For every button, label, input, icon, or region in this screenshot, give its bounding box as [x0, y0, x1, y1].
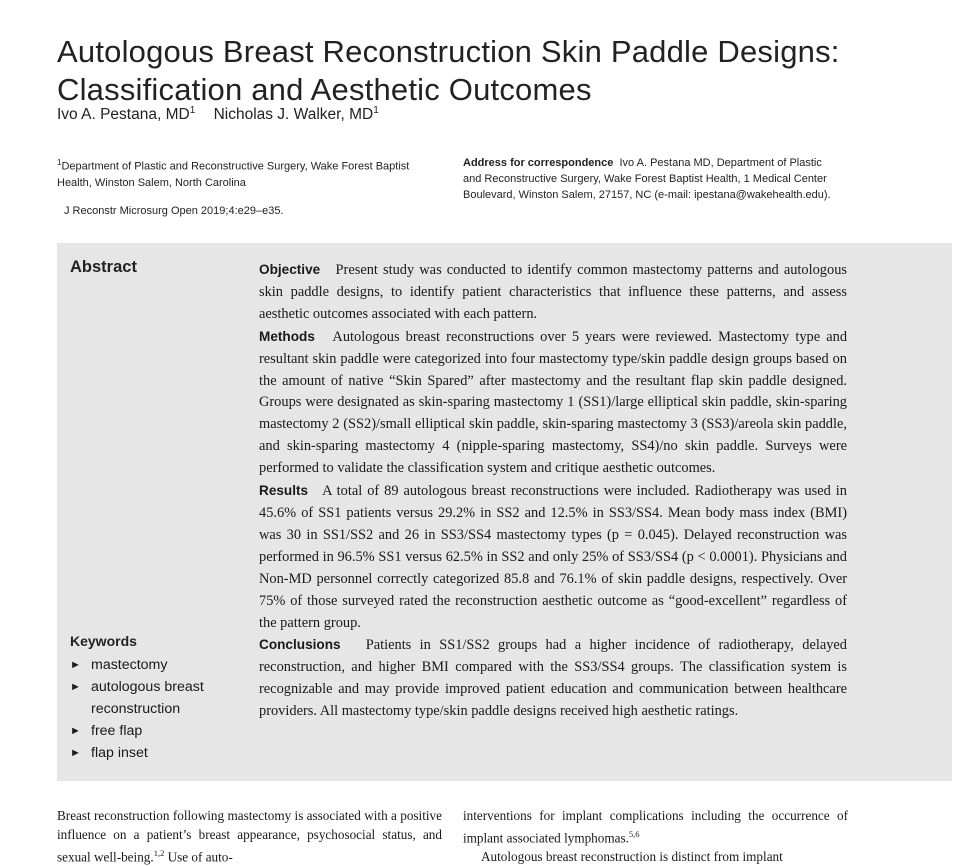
abstract-objective: Objective Present study was conducted to identify common mastectomy patterns and autologous skin paddle designs, to identify patient characteristics that influence these patterns, and assess aesthetic outcomes associated with each pattern. — [259, 262, 847, 322]
arrow-icon: ► — [70, 724, 81, 737]
arrow-icon: ► — [70, 659, 81, 671]
abstract-conclusions: Conclusions Patients in SS1/SS2 groups had a higher incidence of radiotherapy, delayed reconstruction, and higher BMI compared with the SS3/SS4 groups. The classification system is recognizable and may provide improved patient education and communication between healthcare providers. All mastectomy type/skin paddle designs received high aesthetic ratings. — [259, 637, 847, 720]
journal-reference: J Reconstr Microsurg Open 2019;4:e29–e35. — [64, 205, 284, 217]
body-paragraph: interventions for implant complications including the occurrence of implant associated lymphomas.$^{5,6}$ — [463, 808, 848, 846]
correspondence-address: Address for correspondence Ivo A. Pestana MD, Department of Plastic and Reconstructive Surgery, Wake Forest Baptist Health, 1 Medical Center Boulevard, Winston Salem, 27157, NC (e-mail: ipestana@wakehealth.edu). — [463, 157, 831, 201]
keyword-item[interactable]: ► mastectomy — [70, 655, 240, 677]
keywords-list — [70, 655, 240, 765]
author-2: Nicholas J. Walker, $MD^1$ — [213, 105, 379, 124]
paper-title: Autologous Breast Reconstruction Skin Paddle Designs: Classification and Aesthetic Outcomes — [57, 33, 840, 107]
body-left-column — [57, 806, 442, 866]
abstract-results: Results A total of 89 autologous breast reconstructions were included. Radiotherapy was used in 45.6% of SS1 patients versus 29.2% in SS2 and 12.5% in SS3/SS4. Mean body mass index (BMI) was 30 in SS1/SS2 and 26 in SS3/SS4 mastectomy types (p = 0.045). Delayed reconstruction was performed in 96.5% SS1 versus 62.5% in SS2 and only 25% of SS3/SS4 (p < 0.0001). Physicians and Non-MD personnel correctly categorized 85.8 and 76.1% of skin paddle designs, respectively. Over 75% of those surveyed rated the reconstruction aesthetic outcome as “good-excellent” regardless of the pattern group. — [259, 483, 847, 631]
arrow-icon: ► — [70, 746, 81, 759]
abstract-panel — [57, 243, 952, 781]
body-right-column — [463, 806, 848, 866]
abstract-heading: Abstract — [70, 258, 137, 276]
abstract-text — [259, 259, 847, 723]
arrow-icon: ► — [70, 680, 81, 693]
keyword-item[interactable]: ► flap inset — [70, 743, 240, 765]
affiliation: $^1$Department of Plastic and Reconstructive Surgery, Wake Forest Baptist Health, Winston Salem, North Carolina — [57, 158, 410, 189]
abstract-methods: Methods Autologous breast reconstructions over 5 years were reviewed. Mastectomy type and resultant skin paddle were categorized into four mastectomy type/skin paddle design groups based on the amount of native “Skin Spared” after mastectomy and the resultant flap skin paddle designed. Groups were designated as skin-sparing mastectomy 1 (SS1)/large elliptical skin paddle, skin-sparing mastectomy 2 (SS2)/small elliptical skin paddle, skin-sparing mastectomy 3 (SS3)/areola skin paddle, and skin-sparing mastectomy 4 (nipple-sparing mastectomy, SS4)/no skin paddle. Surveys were performed to validate the classification system and critique aesthetic outcomes. — [259, 328, 848, 477]
keywords-heading: Keywords — [70, 633, 137, 649]
body-paragraph: Breast reconstruction following mastectomy is associated with a positive influence on a patient’s breast appearance, psychosocial status, and sexual well-being.$^{1,2}$ Use of auto- — [57, 808, 442, 865]
author-1: Ivo A. Pestana, $MD^1$ — [57, 105, 196, 124]
keyword-item[interactable]: ► free flap — [70, 721, 240, 743]
keyword-item[interactable]: ► autologous breast reconstruction — [70, 678, 204, 717]
author-list — [57, 105, 393, 124]
body-paragraph: Autologous breast reconstruction is distinct from implant — [481, 849, 783, 865]
